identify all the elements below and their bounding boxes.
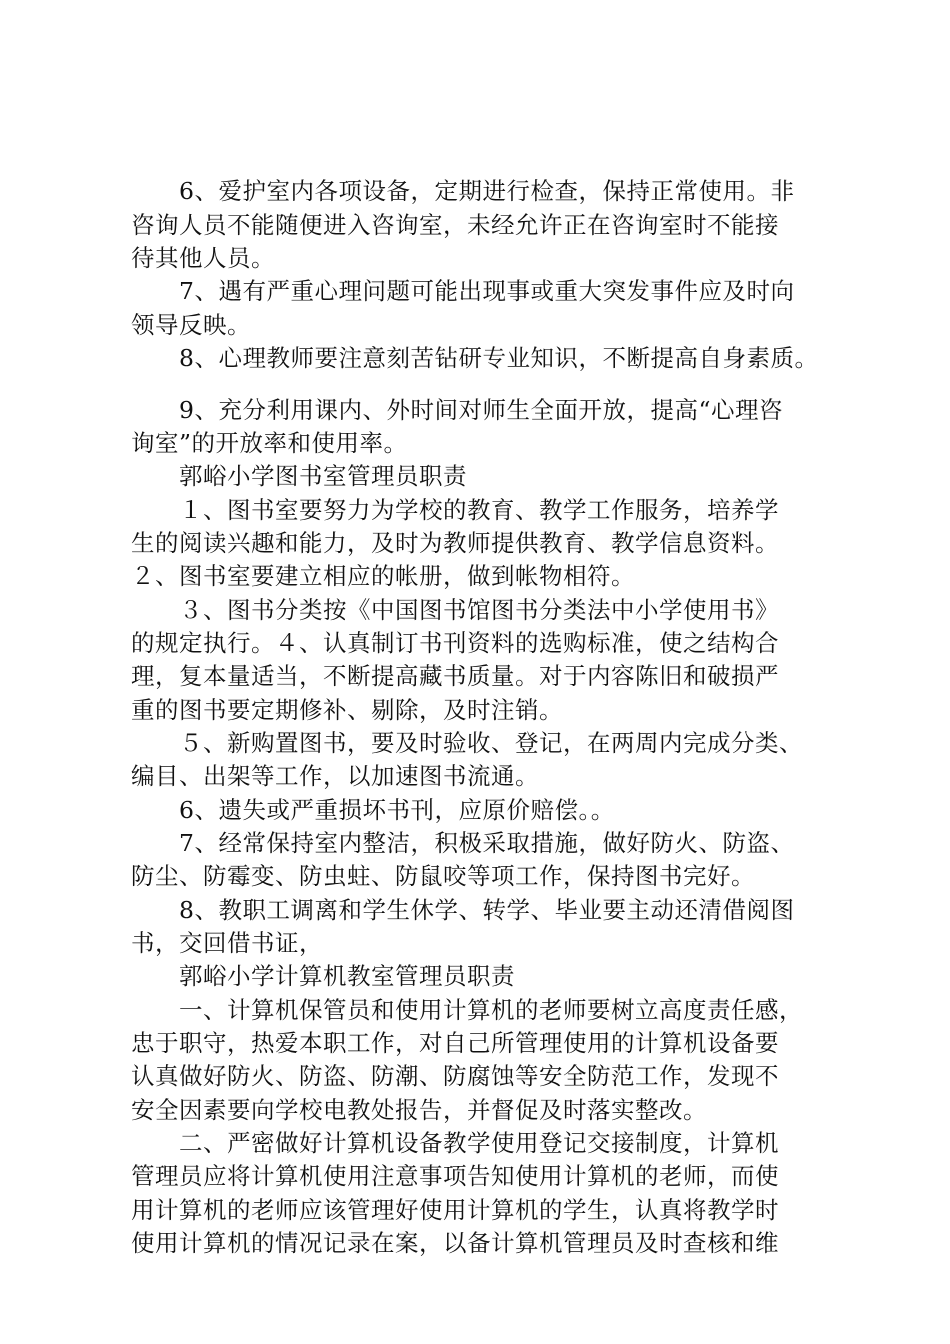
- text-line: 使用计算机的情况记录在案，以备计算机管理员及时查核和维: [131, 1229, 779, 1257]
- section-heading: 郭峪小学图书室管理员职责: [131, 462, 467, 490]
- text-line: 8、教职工调离和学生休学、转学、毕业要主动还清借阅图: [131, 896, 795, 924]
- text-line: １、图书室要努力为学校的教育、教学工作服务，培养学: [131, 496, 779, 524]
- text-line: 书，交回借书证，: [131, 929, 323, 957]
- text-line: 的规定执行。４、认真制订书刊资料的选购标准，使之结构合: [131, 629, 779, 657]
- text-line: 用计算机的老师应该管理好使用计算机的学生，认真将教学时: [131, 1196, 779, 1224]
- text-line: 防尘、防霉变、防虫蛀、防鼠咬等项工作，保持图书完好。: [131, 862, 755, 890]
- text-line: 待其他人员。: [131, 244, 275, 272]
- text-line: 领导反映。: [131, 311, 251, 339]
- text-line: 6、爱护室内各项设备，定期进行检查，保持正常使用。非: [131, 177, 795, 205]
- text-line: 生的阅读兴趣和能力，及时为教师提供教育、教学信息资料。: [131, 529, 779, 557]
- text-line: 理，复本量适当，不断提高藏书质量。对于内容陈旧和破损严: [131, 662, 779, 690]
- text-line: 二、严密做好计算机设备教学使用登记交接制度，计算机: [131, 1129, 779, 1157]
- text-line: ５、新购置图书，要及时验收、登记，在两周内完成分类、: [131, 729, 803, 757]
- text-line: 询室”的开放率和使用率。: [131, 429, 408, 457]
- text-line: 管理员应将计算机使用注意事项告知使用计算机的老师，而使: [131, 1162, 779, 1190]
- text-line: 8、心理教师要注意刻苦钻研专业知识，不断提高自身素质。: [131, 344, 819, 372]
- text-line: 一、计算机保管员和使用计算机的老师要树立高度责任感，: [131, 996, 803, 1024]
- text-line: 6、遗失或严重损坏书刊，应原价赔偿。。: [131, 796, 615, 824]
- text-line: ３、图书分类按《中国图书馆图书分类法中小学使用书》: [131, 596, 779, 624]
- text-line: 7、遇有严重心理问题可能出现事或重大突发事件应及时向: [131, 277, 795, 305]
- text-line: 安全因素要向学校电教处报告，并督促及时落实整改。: [131, 1096, 707, 1124]
- text-line: 咨询人员不能随便进入咨询室，未经允许正在咨询室时不能接: [131, 211, 779, 239]
- text-line: ２、图书室要建立相应的帐册，做到帐物相符。: [131, 562, 635, 590]
- text-line: 忠于职守，热爱本职工作，对自己所管理使用的计算机设备要: [131, 1029, 779, 1057]
- text-line: 9、充分利用课内、外时间对师生全面开放，提高“心理咨: [131, 396, 783, 424]
- text-line: 重的图书要定期修补、剔除，及时注销。: [131, 696, 563, 724]
- section-heading: 郭峪小学计算机教室管理员职责: [131, 962, 515, 990]
- text-line: 7、经常保持室内整洁，积极采取措施，做好防火、防盗、: [131, 829, 795, 857]
- text-line: 编目、出架等工作，以加速图书流通。: [131, 762, 539, 790]
- text-line: 认真做好防火、防盗、防潮、防腐蚀等安全防范工作，发现不: [131, 1062, 779, 1090]
